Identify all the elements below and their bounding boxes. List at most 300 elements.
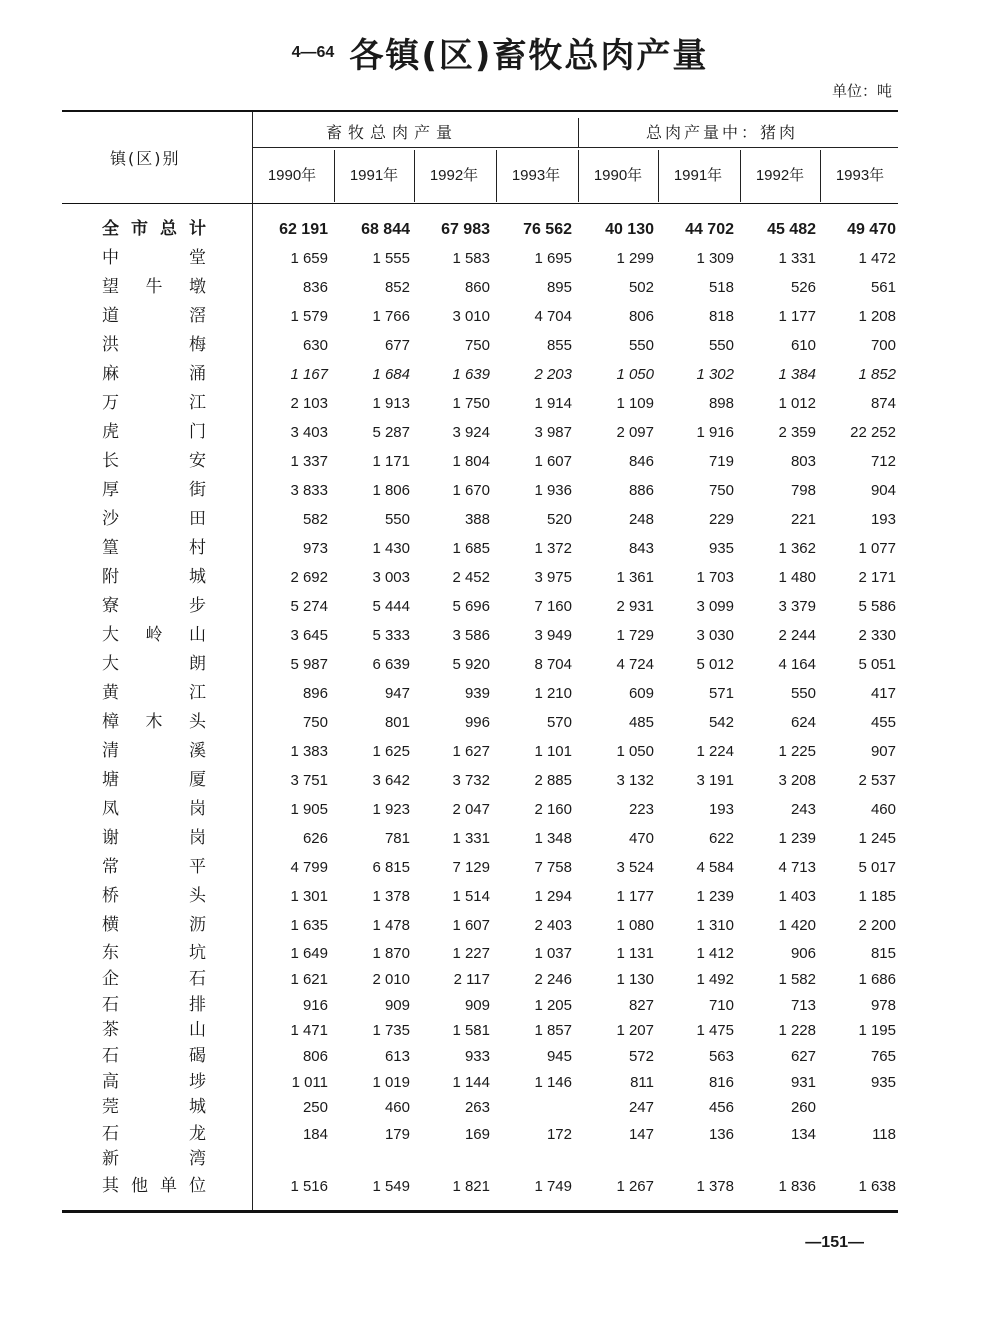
table-cell: 852 (384, 279, 410, 296)
table-cell: 1 309 (696, 250, 734, 267)
table-cell: 1 638 (858, 1178, 896, 1195)
table-cell: 811 (630, 1074, 654, 1091)
table-cell: 1 579 (290, 308, 328, 325)
table-cell: 816 (708, 1074, 734, 1091)
town-name (102, 303, 206, 330)
table-row (0, 1146, 1000, 1173)
table-cell: 2 403 (534, 917, 572, 934)
table-cell: 1 348 (534, 830, 572, 847)
town-name-char: 木 (145, 712, 163, 732)
town-name-char: 滘 (189, 306, 206, 326)
table-cell: 1 378 (696, 1178, 734, 1195)
table-cell: 1 806 (372, 482, 410, 499)
town-name (102, 767, 206, 794)
column-divider (334, 150, 335, 202)
table-cell: 76 562 (523, 221, 572, 238)
table-cell: 5 920 (452, 656, 490, 673)
table-cell: 5 333 (372, 627, 410, 644)
table-cell: 1 430 (372, 540, 410, 557)
town-name-char: 茶 (102, 1020, 119, 1040)
table-cell: 3 987 (534, 424, 572, 441)
town-name (102, 796, 206, 823)
table-cell: 2 103 (290, 395, 328, 412)
table-cell: 5 274 (290, 598, 328, 615)
table-cell: 1 331 (452, 830, 490, 847)
town-name-char: 寮 (102, 596, 119, 616)
table-cell: 2 359 (778, 424, 816, 441)
town-name (102, 361, 206, 388)
table-cell: 1 703 (696, 569, 734, 586)
town-name (102, 448, 206, 475)
table-cell: 2 452 (452, 569, 490, 586)
bottom-rule (62, 1210, 898, 1213)
table-cell: 67 983 (441, 221, 490, 238)
table-cell: 456 (708, 1099, 734, 1116)
group-header-pork: 总肉产量中：猪肉 (646, 123, 799, 142)
table-cell: 1 766 (372, 308, 410, 325)
table-cell: 1 177 (778, 308, 816, 325)
table-cell: 765 (870, 1048, 896, 1065)
table-cell: 229 (708, 511, 734, 528)
table-cell: 1 905 (290, 801, 328, 818)
table-cell: 750 (708, 482, 734, 499)
table-cell: 1 195 (858, 1022, 896, 1039)
column-divider (414, 150, 415, 202)
town-name-char: 石 (102, 1124, 119, 1144)
town-name (102, 1069, 206, 1096)
table-cell: 896 (302, 685, 328, 702)
table-cell: 5 012 (696, 656, 734, 673)
table-cell: 906 (790, 945, 816, 962)
town-name (102, 1121, 206, 1148)
table-cell: 860 (464, 279, 490, 296)
table-cell: 571 (708, 685, 734, 702)
table-cell: 909 (464, 997, 490, 1014)
header-rule (62, 203, 898, 204)
town-name (102, 564, 206, 591)
table-title (0, 28, 1000, 77)
table-cell: 1 294 (534, 888, 572, 905)
town-name (102, 1173, 206, 1200)
town-name-char: 山 (189, 1020, 206, 1040)
table-cell: 712 (870, 453, 896, 470)
town-name-char: 清 (102, 741, 119, 761)
year-header: 1991年 (673, 167, 723, 184)
table-cell: 1 378 (372, 888, 410, 905)
table-row (0, 303, 1000, 330)
town-name (102, 477, 206, 504)
table-cell: 1 310 (696, 917, 734, 934)
table-row (0, 992, 1000, 1019)
table-cell: 874 (870, 395, 896, 412)
year-header: 1990年 (593, 167, 643, 184)
town-name-char: 沥 (189, 915, 206, 935)
table-cell: 518 (708, 279, 734, 296)
town-name-char: 湾 (189, 1149, 206, 1169)
table-cell: 1 050 (616, 366, 654, 383)
table-cell: 1 916 (696, 424, 734, 441)
table-cell: 563 (708, 1048, 734, 1065)
table-cell: 5 696 (452, 598, 490, 615)
table-cell: 1 749 (534, 1178, 572, 1195)
table-cell: 550 (384, 511, 410, 528)
table-cell: 1 639 (452, 366, 490, 383)
table-cell: 1 621 (290, 971, 328, 988)
table-cell: 2 171 (858, 569, 896, 586)
table-cell: 1 177 (616, 888, 654, 905)
table-cell: 248 (628, 511, 654, 528)
table-cell: 827 (628, 997, 654, 1014)
table-cell: 49 470 (847, 221, 896, 238)
table-cell: 713 (790, 997, 816, 1014)
table-cell: 550 (628, 337, 654, 354)
group-header-total-meat: 畜牧总肉产量 (326, 123, 459, 142)
town-name-char: 江 (189, 683, 206, 703)
table-cell: 5 444 (372, 598, 410, 615)
town-name-char: 附 (102, 567, 119, 587)
table-cell: 2 047 (452, 801, 490, 818)
town-name-char: 横 (102, 915, 119, 935)
town-name-char: 梅 (189, 335, 206, 355)
table-cell: 613 (384, 1048, 410, 1065)
table-cell: 7 758 (534, 859, 572, 876)
table-cell: 798 (790, 482, 816, 499)
table-cell: 1 685 (452, 540, 490, 557)
table-row (0, 883, 1000, 910)
town-name-char: 望 (102, 277, 119, 297)
table-cell: 1 480 (778, 569, 816, 586)
table-cell: 818 (708, 308, 734, 325)
table-cell: 916 (302, 997, 328, 1014)
table-cell: 388 (464, 511, 490, 528)
table-row (0, 448, 1000, 475)
table-cell: 1 549 (372, 1178, 410, 1195)
table-cell: 5 051 (858, 656, 896, 673)
table-cell: 1 607 (452, 917, 490, 934)
table-cell: 1 337 (290, 453, 328, 470)
town-name-char: 大 (102, 654, 119, 674)
town-name-char: 虎 (102, 422, 119, 442)
year-header: 1992年 (429, 167, 479, 184)
table-cell: 750 (302, 714, 328, 731)
table-cell: 1 144 (452, 1074, 490, 1091)
town-name-char: 岗 (189, 828, 206, 848)
table-row (0, 622, 1000, 649)
town-name-char: 洪 (102, 335, 119, 355)
table-cell: 1 109 (616, 395, 654, 412)
town-name-char: 道 (102, 306, 119, 326)
row-label-header: 镇(区)别 (110, 149, 181, 168)
table-cell: 455 (870, 714, 896, 731)
town-name-char: 墩 (189, 277, 206, 297)
table-cell: 1 475 (696, 1022, 734, 1039)
town-name-char: 街 (189, 480, 206, 500)
table-cell: 996 (464, 714, 490, 731)
table-cell: 2 692 (290, 569, 328, 586)
table-cell: 1 080 (616, 917, 654, 934)
town-name-char: 总 (160, 219, 177, 239)
table-cell: 1 412 (696, 945, 734, 962)
table-cell: 2 244 (778, 627, 816, 644)
table-cell: 781 (384, 830, 410, 847)
page-number: —151— (805, 1234, 864, 1251)
town-name-char: 碣 (189, 1046, 206, 1066)
table-row (0, 245, 1000, 272)
table-row (0, 535, 1000, 562)
town-name (102, 738, 206, 765)
town-name-char: 塘 (102, 770, 119, 790)
town-name-char: 篁 (102, 538, 119, 558)
table-row (0, 680, 1000, 707)
table-row (0, 651, 1000, 678)
table-cell: 1 750 (452, 395, 490, 412)
table-cell: 2 330 (858, 627, 896, 644)
town-name-char: 莞 (102, 1097, 119, 1117)
table-cell: 542 (708, 714, 734, 731)
table-cell: 2 246 (534, 971, 572, 988)
table-cell: 118 (872, 1126, 896, 1143)
table-cell: 1 207 (616, 1022, 654, 1039)
table-cell: 1 361 (616, 569, 654, 586)
table-cell: 609 (628, 685, 654, 702)
table-cell: 801 (384, 714, 410, 731)
table-cell: 3 003 (372, 569, 410, 586)
table-row (0, 419, 1000, 446)
table-row (0, 1017, 1000, 1044)
table-cell: 6 639 (372, 656, 410, 673)
table-cell: 2 117 (453, 971, 490, 988)
table-cell: 2 200 (858, 917, 896, 934)
table-cell: 550 (708, 337, 734, 354)
town-name-char: 石 (102, 1046, 119, 1066)
table-cell: 1 936 (534, 482, 572, 499)
table-cell: 815 (870, 945, 896, 962)
table-cell: 4 164 (778, 656, 816, 673)
year-header: 1993年 (835, 167, 885, 184)
table-cell: 1 228 (778, 1022, 816, 1039)
table-cell: 1 050 (616, 743, 654, 760)
table-cell: 223 (628, 801, 654, 818)
table-cell: 3 524 (616, 859, 654, 876)
table-cell: 184 (302, 1126, 328, 1143)
year-header: 1992年 (755, 167, 805, 184)
table-cell: 1 146 (534, 1074, 572, 1091)
town-name-char: 万 (102, 393, 119, 413)
town-name (102, 1146, 206, 1173)
year-header: 1990年 (267, 167, 317, 184)
table-cell: 4 704 (534, 308, 572, 325)
town-name-char: 龙 (189, 1124, 206, 1144)
town-name (102, 1043, 206, 1070)
table-cell: 5 586 (858, 598, 896, 615)
table-cell: 45 482 (767, 221, 816, 238)
table-cell: 1 302 (696, 366, 734, 383)
table-cell: 3 191 (696, 772, 734, 789)
table-cell: 3 642 (372, 772, 410, 789)
table-row (0, 390, 1000, 417)
town-name-char: 朗 (189, 654, 206, 674)
town-name-char: 麻 (102, 364, 119, 384)
town-name-char: 城 (189, 567, 206, 587)
table-row (0, 854, 1000, 881)
table-cell: 2 931 (616, 598, 654, 615)
table-cell: 1 403 (778, 888, 816, 905)
town-name (102, 506, 206, 533)
table-cell: 624 (790, 714, 816, 731)
town-name-char: 城 (189, 1097, 206, 1117)
table-row (0, 767, 1000, 794)
table-cell: 898 (708, 395, 734, 412)
table-cell: 550 (790, 685, 816, 702)
table-cell: 3 099 (696, 598, 734, 615)
town-name (102, 940, 206, 967)
table-cell: 221 (790, 511, 816, 528)
table-cell: 1 659 (290, 250, 328, 267)
table-cell: 1 299 (616, 250, 654, 267)
table-cell: 1 607 (534, 453, 572, 470)
town-name (102, 1094, 206, 1121)
header-sub-rule (252, 147, 898, 148)
year-header: 1993年 (511, 167, 561, 184)
town-name-char: 步 (189, 596, 206, 616)
column-divider (740, 150, 741, 202)
table-cell: 973 (302, 540, 328, 557)
town-name-char: 涌 (189, 364, 206, 384)
town-name (102, 883, 206, 910)
table-cell: 1 695 (534, 250, 572, 267)
table-cell: 803 (790, 453, 816, 470)
table-cell: 485 (628, 714, 654, 731)
table-cell: 978 (870, 997, 896, 1014)
table-row (0, 564, 1000, 591)
table-cell: 8 704 (534, 656, 572, 673)
table-cell: 886 (628, 482, 654, 499)
table-cell: 3 379 (778, 598, 816, 615)
table-cell: 1 131 (616, 945, 654, 962)
table-cell: 1 372 (534, 540, 572, 557)
table-cell: 931 (790, 1074, 816, 1091)
table-cell: 1 077 (858, 540, 896, 557)
table-cell: 1 555 (372, 250, 410, 267)
table-cell: 1 331 (778, 250, 816, 267)
table-row (0, 361, 1000, 388)
table-cell: 2 885 (534, 772, 572, 789)
table-cell: 1 492 (696, 971, 734, 988)
table-cell: 806 (302, 1048, 328, 1065)
town-name-char: 樟 (102, 712, 119, 732)
town-name-char: 坑 (189, 943, 206, 963)
column-divider (820, 150, 821, 202)
table-row (0, 332, 1000, 359)
table-cell: 1 913 (372, 395, 410, 412)
table-cell: 1 384 (778, 366, 816, 383)
table-cell: 3 208 (778, 772, 816, 789)
table-cell: 3 949 (534, 627, 572, 644)
town-name-char: 其 (102, 1176, 119, 1196)
table-cell: 710 (708, 997, 734, 1014)
table-cell: 1 870 (372, 945, 410, 962)
table-cell: 700 (870, 337, 896, 354)
table-cell: 1 836 (778, 1178, 816, 1195)
town-name (102, 390, 206, 417)
table-cell: 6 815 (372, 859, 410, 876)
table-cell: 136 (708, 1126, 734, 1143)
town-name-char: 黄 (102, 683, 119, 703)
town-name-char: 企 (102, 969, 119, 989)
table-cell: 1 516 (290, 1178, 328, 1195)
unit-label: 单位：吨 (831, 82, 892, 100)
table-row (0, 1069, 1000, 1096)
table-cell: 68 844 (361, 221, 410, 238)
table-cell: 1 582 (778, 971, 816, 988)
table-cell: 1 224 (696, 743, 734, 760)
town-name (102, 709, 206, 736)
table-cell: 1 923 (372, 801, 410, 818)
table-cell: 1 804 (452, 453, 490, 470)
town-name (102, 274, 206, 301)
table-cell: 1 208 (858, 308, 896, 325)
town-name-char: 排 (189, 995, 206, 1015)
table-cell: 260 (790, 1099, 816, 1116)
town-name (102, 680, 206, 707)
table-cell: 806 (628, 308, 654, 325)
table-cell: 719 (708, 453, 734, 470)
town-name-char: 中 (102, 248, 119, 268)
table-cell: 610 (790, 337, 816, 354)
table-cell: 5 017 (858, 859, 896, 876)
town-name-char: 头 (189, 886, 206, 906)
table-cell: 526 (790, 279, 816, 296)
town-name-char: 全 (102, 219, 119, 239)
town-name (102, 419, 206, 446)
table-cell: 243 (790, 801, 816, 818)
table-cell: 1 019 (372, 1074, 410, 1091)
town-name (102, 622, 206, 649)
town-name (102, 912, 206, 939)
table-cell: 1 037 (534, 945, 572, 962)
town-name (102, 966, 206, 993)
table-cell: 4 724 (616, 656, 654, 673)
table-cell: 895 (546, 279, 572, 296)
town-name-char: 他 (131, 1176, 148, 1196)
town-name-char: 厚 (102, 480, 119, 500)
table-cell: 179 (384, 1126, 410, 1143)
table-cell: 3 924 (452, 424, 490, 441)
column-divider (578, 150, 579, 202)
table-cell: 3 010 (452, 308, 490, 325)
table-cell: 1 239 (696, 888, 734, 905)
table-cell: 1 635 (290, 917, 328, 934)
table-cell: 1 239 (778, 830, 816, 847)
town-name-char: 市 (131, 219, 148, 239)
table-cell: 7 160 (534, 598, 572, 615)
table-cell: 843 (628, 540, 654, 557)
table-cell: 2 203 (534, 366, 572, 383)
town-name-char: 东 (102, 943, 119, 963)
table-cell: 1 012 (778, 395, 816, 412)
table-cell: 1 245 (858, 830, 896, 847)
table-cell: 1 686 (858, 971, 896, 988)
table-cell: 169 (464, 1126, 490, 1143)
table-row (0, 1043, 1000, 1070)
column-divider (578, 118, 579, 148)
town-name (102, 992, 206, 1019)
table-title-text: 各镇(区)畜牧总肉产量 (349, 36, 709, 76)
town-name-char: 计 (189, 219, 206, 239)
table-cell: 935 (708, 540, 734, 557)
town-name (102, 245, 206, 272)
table-cell: 62 191 (279, 221, 328, 238)
